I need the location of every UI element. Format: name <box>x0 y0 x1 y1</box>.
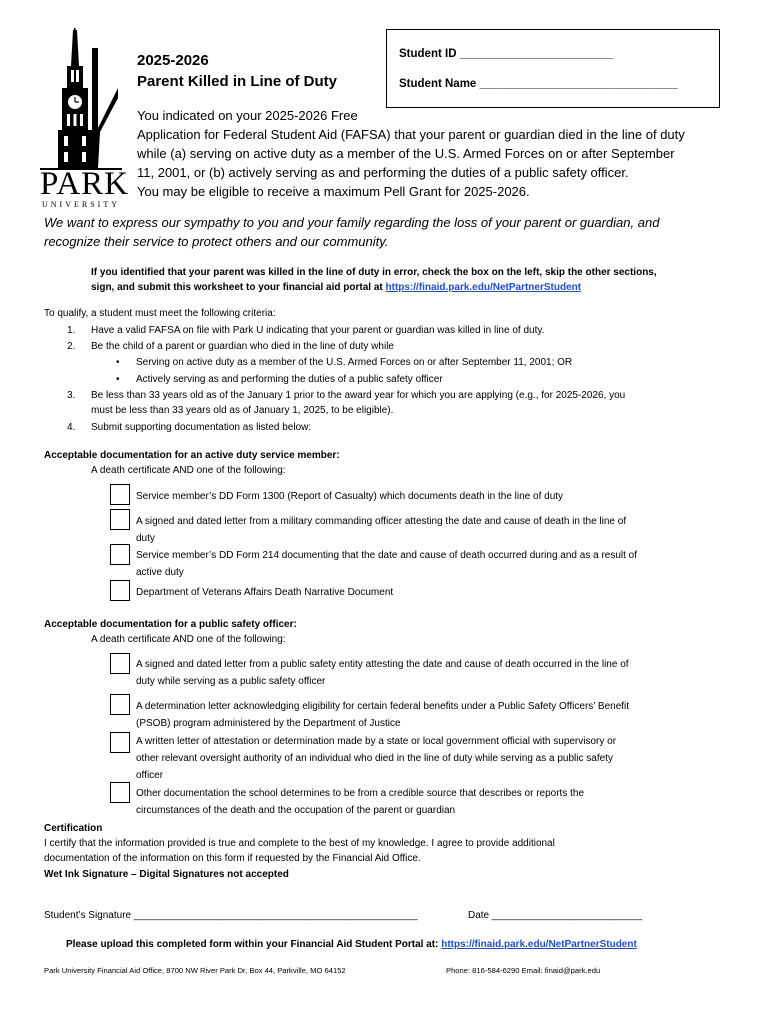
option-va-death-narrative <box>136 584 393 601</box>
logo-wordmark: PARK <box>40 166 129 202</box>
sympathy-line: We want to express our sympathy to you and your family regarding the loss of your parent or guardian, and <box>44 215 660 230</box>
checkbox-dd-form-1300[interactable] <box>110 484 130 505</box>
option-line: Service member’s DD Form 1300 (Report of Casualty) which documents death in the line of duty <box>136 491 564 502</box>
certification-heading: Certification <box>44 823 103 834</box>
option-line: Service member’s DD Form 214 documenting that the date and cause of death occurred during and as a result of <box>136 550 638 561</box>
option-line: A signed and dated letter from a public safety entity attesting the date and cause of death occurred in the line of <box>136 659 629 670</box>
intro-line: Application for Federal Student Aid (FAFSA) that your parent or guardian died in the line of duty <box>137 127 685 142</box>
option-line: officer <box>136 770 164 781</box>
student-name-field[interactable]: Student Name _______________________________ <box>399 78 678 90</box>
intro-line: while (a) serving on active duty as a member of the U.S. Armed Forces on or after September <box>137 146 675 161</box>
criteria-number: 4. <box>67 422 76 433</box>
logo-subtext: UNIVERSITY <box>42 200 120 209</box>
sympathy-line: recognize their service to protect others and our community. <box>44 234 389 249</box>
public-safety-subheading: A death certificate AND one of the following: <box>91 634 286 645</box>
checkbox-commanding-officer-letter[interactable] <box>110 509 130 530</box>
error-notice <box>91 265 657 295</box>
checkbox-other-documentation[interactable] <box>110 782 130 803</box>
option-public-safety-letter <box>136 656 629 690</box>
intro-line: You indicated on your 2025-2026 Free <box>137 108 358 123</box>
option-line: duty <box>136 533 155 544</box>
public-safety-heading: Acceptable documentation for a public safety officer: <box>44 619 297 630</box>
option-line: A written letter of attestation or determination made by a state or local government official with supervisory or <box>136 736 617 747</box>
option-dd-form-214 <box>136 547 637 581</box>
student-signature-field[interactable]: Student’s Signature ___________________________________________________ <box>44 910 418 921</box>
active-duty-subheading: A death certificate AND one of the following: <box>91 465 286 476</box>
form-title: Parent Killed in Line of Duty <box>137 73 338 90</box>
intro-paragraph <box>137 106 737 201</box>
option-line: Other documentation the school determines to be from a credible source that describes or reports the <box>136 788 585 799</box>
criteria-intro: To qualify, a student must meet the following criteria: <box>44 308 276 319</box>
criteria-bullet-2: Actively serving as and performing the duties of a public safety officer <box>136 374 443 385</box>
criteria-item-3: Be less than 33 years old as of the January 1 prior to the award year for which you are applying (e.g., for 2025-2026, you <box>91 390 626 401</box>
wet-ink-notice: Wet Ink Signature – Digital Signatures not accepted <box>44 869 289 880</box>
criteria-bullet-1: Serving on active duty as a member of the U.S. Armed Forces on or after September 11, 2001; OR <box>136 357 573 368</box>
option-line: active duty <box>136 567 184 578</box>
footer-address: Park University Financial Aid Office, 8700 NW River Park Dr, Box 44, Parkville, MO 64152 <box>44 966 346 975</box>
bullet-icon: • <box>116 357 120 368</box>
student-id-field[interactable]: Student ID ________________________ <box>399 48 614 60</box>
intro-line: You may be eligible to receive a maximum Pell Grant for 2025-2026. <box>137 184 530 199</box>
notice-line-2-text: sign, and submit this worksheet to your financial aid portal at <box>91 282 386 293</box>
checkbox-public-safety-letter[interactable] <box>110 653 130 674</box>
sympathy-statement <box>44 213 744 251</box>
criteria-item-1: Have a valid FAFSA on file with Park U indicating that your parent or guardian was killed in line of duty. <box>91 325 545 336</box>
option-line: Department of Veterans Affairs Death Narrative Document <box>136 587 394 598</box>
checkbox-va-death-narrative[interactable] <box>110 580 130 601</box>
option-line: circumstances of the death and the occupation of the parent or guardian <box>136 805 456 816</box>
criteria-item-3-cont: must be less than 33 years old as of January 1, 2025, to be eligible). <box>91 405 394 416</box>
upload-instruction <box>66 939 637 950</box>
option-government-attestation <box>136 733 616 784</box>
bullet-icon: • <box>116 374 120 385</box>
option-psob-determination <box>136 698 629 732</box>
option-other-documentation <box>136 785 584 819</box>
option-line: A determination letter acknowledging eligibility for certain federal benefits under a Public Safety Officers’ Benefit <box>136 701 630 712</box>
notice-line-1: If you identified that your parent was killed in the line of duty in error, check the box on the left, skip the other sections, <box>91 267 657 278</box>
criteria-number: 2. <box>67 341 76 352</box>
footer-contact: Phone: 816-584-6290 Email: finaid@park.edu <box>446 966 601 975</box>
certification-text: I certify that the information provided is true and complete to the best of my knowledge. I agree to provide additional <box>44 838 555 849</box>
option-commanding-officer-letter <box>136 513 626 547</box>
checkbox-government-attestation[interactable] <box>110 732 130 753</box>
signature-date-field[interactable]: Date ___________________________ <box>468 910 643 921</box>
criteria-number: 1. <box>67 325 76 336</box>
criteria-item-4: Submit supporting documentation as listed below: <box>91 422 312 433</box>
form-year: 2025-2026 <box>137 52 209 69</box>
student-info-box <box>386 29 720 108</box>
checkbox-psob-determination[interactable] <box>110 694 130 715</box>
portal-link[interactable]: https://finaid.park.edu/NetPartnerStudent <box>385 282 582 293</box>
option-line: other relevant oversight authority of an individual who died in the line of duty while serving as a public safety <box>136 753 613 764</box>
notice-line-2 <box>91 280 657 295</box>
criteria-item-2: Be the child of a parent or guardian who died in the line of duty while <box>91 341 394 352</box>
option-line: A signed and dated letter from a military commanding officer attesting the date and cause of death in the line of <box>136 516 627 527</box>
park-university-logo <box>40 28 130 218</box>
option-line: (PSOB) program administered by the Department of Justice <box>136 718 401 729</box>
checkbox-dd-form-214[interactable] <box>110 544 130 565</box>
upload-portal-link[interactable]: https://finaid.park.edu/NetPartnerStudent <box>441 939 637 950</box>
option-line: duty while serving as a public safety officer <box>136 676 326 687</box>
option-dd-form-1300 <box>136 488 563 505</box>
criteria-number: 3. <box>67 390 76 401</box>
certification-text: documentation of the information on this form if requested by the Financial Aid Office. <box>44 853 421 864</box>
upload-text: Please upload this completed form within your Financial Aid Student Portal at: <box>66 939 442 950</box>
intro-line: 11, 2001, or (b) actively serving as and performing the duties of a public safety officer. <box>137 165 629 180</box>
active-duty-heading: Acceptable documentation for an active duty service member: <box>44 450 340 461</box>
